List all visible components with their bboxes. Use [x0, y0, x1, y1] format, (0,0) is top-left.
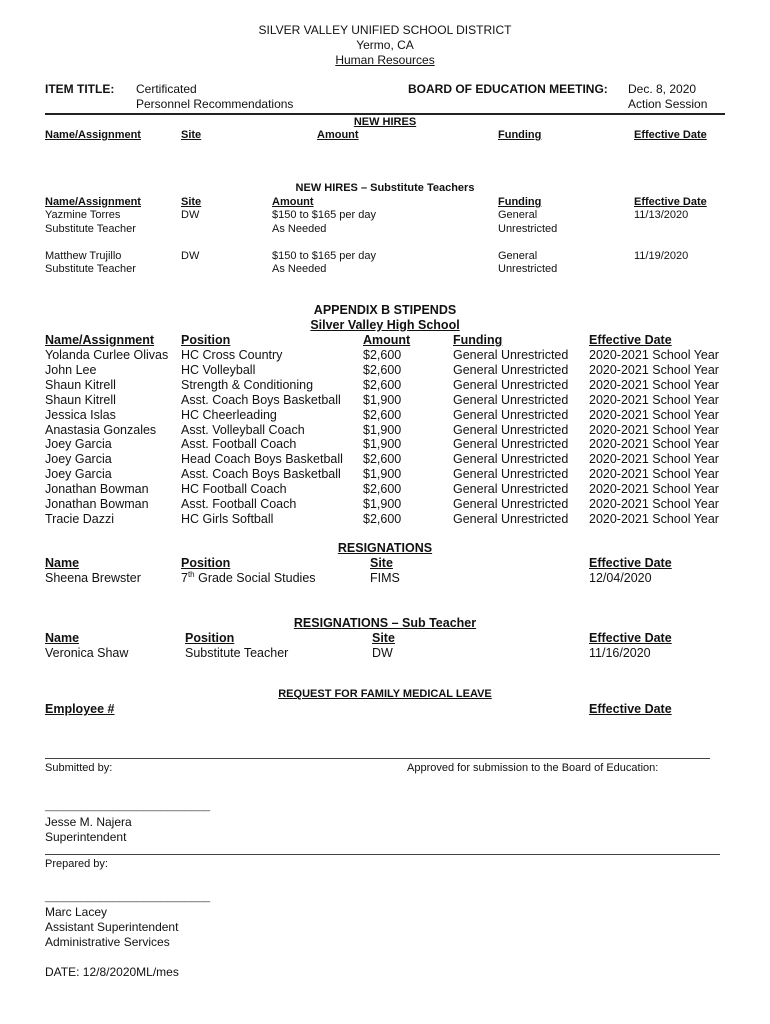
effective-date: 2020-2021 School Year [589, 348, 719, 362]
district-city: Yermo, CA [356, 38, 414, 52]
position-grade-suffix: th [187, 569, 195, 579]
funding-source: General Unrestricted [453, 482, 569, 497]
employee-name: Matthew Trujillo [45, 250, 122, 262]
divider-line [45, 758, 710, 759]
effective-date: 2020-2021 School Year [589, 511, 719, 526]
stipend-amount: $1,900 [363, 497, 402, 511]
employee-assignment: Substitute Teacher [45, 223, 136, 235]
employee-effective-date: 11/16/2020 [589, 646, 651, 660]
employee-amount-note: As Needed [272, 263, 327, 275]
employee-position: Asst. Coach Boys Basketball [181, 467, 341, 482]
employee-name: Tracie Dazzi [45, 511, 114, 526]
resignations-col-date: Effective Date [589, 556, 672, 570]
resignations-col-position: Position [181, 556, 231, 570]
stipends-col-amount: Amount [363, 333, 411, 347]
employee-position: Substitute Teacher [185, 646, 289, 660]
employee-name: Veronica Shaw [45, 646, 129, 660]
employee-effective-date: 11/13/2020 [634, 209, 689, 221]
effective-date: 2020-2021 School Year [589, 452, 719, 467]
employee-assignment: Substitute Teacher [45, 263, 136, 275]
new-hires-col-date: Effective Date [634, 129, 707, 141]
effective-date: 2020-2021 School Year [589, 437, 719, 452]
stipends-col-name: Name/Assignment [45, 333, 155, 347]
sub-hires-col-funding: Funding [498, 196, 542, 208]
new-hires-col-site: Site [181, 129, 202, 141]
resignations-col-site: Site [370, 556, 393, 570]
item-title-line1: Certificated [136, 82, 197, 96]
funding-source: General Unrestricted [453, 377, 569, 392]
signer-name: Jesse M. Najera [45, 815, 132, 829]
sub-hires-col-date: Effective Date [634, 196, 707, 208]
stipend-amount: $1,900 [363, 422, 402, 437]
sub-hires-col-site: Site [181, 196, 202, 208]
document-date: DATE: 12/8/2020ML/mes [45, 965, 179, 979]
employee-name: Sheena Brewster [45, 571, 141, 585]
resign-sub-col-site: Site [372, 631, 395, 645]
employee-position: Asst. Football Coach [181, 437, 297, 452]
employee-name: Yazmine Torres [45, 209, 121, 221]
resignations-heading: RESIGNATIONS [337, 541, 433, 555]
employee-funding-type: Unrestricted [498, 223, 558, 235]
effective-date: 2020-2021 School Year [589, 467, 719, 482]
effective-date: 2020-2021 School Year [589, 497, 719, 511]
stipend-amount: $2,600 [363, 407, 402, 422]
employee-name: Joey Garcia [45, 437, 112, 452]
new-hires-heading: NEW HIRES [353, 116, 417, 128]
funding-source: General Unrestricted [453, 467, 569, 482]
resign-sub-col-name: Name [45, 631, 80, 645]
employee-name: Shaun Kitrell [45, 377, 116, 392]
employee-funding-type: Unrestricted [498, 263, 558, 275]
sub-hires-heading: NEW HIRES – Substitute Teachers [295, 182, 475, 194]
header-rule [45, 113, 725, 115]
funding-source: General Unrestricted [453, 422, 569, 437]
employee-position: HC Volleyball [181, 362, 256, 377]
funding-source: General Unrestricted [453, 392, 569, 407]
employee-name: Jessica Islas [45, 407, 116, 422]
meeting-date: Dec. 8, 2020 [628, 82, 697, 96]
employee-name: Shaun Kitrell [45, 392, 116, 407]
employee-name: Anastasia Gonzales [45, 422, 157, 437]
stipend-amount: $1,900 [363, 392, 402, 407]
employee-name: Joey Garcia [45, 452, 112, 467]
funding-source: General Unrestricted [453, 511, 569, 526]
resign-sub-heading: RESIGNATIONS – Sub Teacher [293, 616, 477, 630]
employee-effective-date: 11/19/2020 [634, 250, 689, 262]
resign-sub-col-date: Effective Date [589, 631, 672, 645]
stipend-amount: $2,600 [363, 362, 402, 377]
funding-source: General Unrestricted [453, 348, 569, 362]
stipends-col-position: Position [181, 333, 231, 347]
fmla-col-employee: Employee # [45, 702, 115, 716]
employee-effective-date: 12/04/2020 [589, 571, 652, 585]
resign-sub-col-position: Position [185, 631, 235, 645]
employee-amount: $150 to $165 per day [272, 250, 376, 262]
employee-amount-note: As Needed [272, 223, 327, 235]
employee-site: DW [181, 209, 200, 221]
employee-position [181, 571, 316, 585]
signer-department: Administrative Services [45, 935, 170, 949]
effective-date: 2020-2021 School Year [589, 407, 719, 422]
stipend-amount: $2,600 [363, 377, 402, 392]
employee-site: DW [181, 250, 200, 262]
employee-name: Joey Garcia [45, 467, 112, 482]
signer-title: Superintendent [45, 830, 127, 844]
employee-name: John Lee [45, 362, 97, 377]
prepared-by-label: Prepared by: [45, 858, 108, 870]
employee-amount: $150 to $165 per day [272, 209, 376, 221]
stipends-heading: APPENDIX B STIPENDS [313, 303, 457, 317]
divider-line [45, 854, 720, 855]
resignations-col-name: Name [45, 556, 80, 570]
employee-position: HC Football Coach [181, 482, 287, 497]
stipend-amount: $2,600 [363, 482, 402, 497]
signer-title: Assistant Superintendent [45, 920, 179, 934]
employee-funding: General [498, 209, 538, 221]
funding-source: General Unrestricted [453, 437, 569, 452]
stipends-col-date: Effective Date [589, 333, 672, 347]
employee-site: DW [372, 646, 393, 660]
signature-line: ___________________________ [45, 891, 211, 903]
employee-position: HC Girls Softball [181, 511, 274, 526]
employee-name: Jonathan Bowman [45, 482, 149, 497]
funding-source: General Unrestricted [453, 362, 569, 377]
sub-hires-col-amount: Amount [272, 196, 314, 208]
employee-position: HC Cheerleading [181, 407, 277, 422]
new-hires-col-funding: Funding [498, 129, 542, 141]
fmla-col-date: Effective Date [589, 702, 672, 716]
employee-position: Asst. Football Coach [181, 497, 297, 511]
employee-position: Strength & Conditioning [181, 377, 314, 392]
stipend-amount: $2,600 [363, 452, 402, 467]
stipend-amount: $2,600 [363, 348, 402, 362]
funding-source: General Unrestricted [453, 497, 569, 511]
funding-source: General Unrestricted [453, 407, 569, 422]
employee-position: Asst. Volleyball Coach [181, 422, 305, 437]
fmla-heading: REQUEST FOR FAMILY MEDICAL LEAVE [278, 688, 492, 700]
effective-date: 2020-2021 School Year [589, 362, 719, 377]
stipend-amount: $2,600 [363, 511, 402, 526]
effective-date: 2020-2021 School Year [589, 392, 719, 407]
item-title-line2: Personnel Recommendations [136, 97, 294, 111]
employee-name: Jonathan Bowman [45, 497, 149, 511]
item-title-label: ITEM TITLE: [45, 82, 115, 96]
stipend-amount: $1,900 [363, 437, 402, 452]
effective-date: 2020-2021 School Year [589, 422, 719, 437]
stipend-amount: $1,900 [363, 467, 402, 482]
employee-position: HC Cross Country [181, 348, 283, 362]
employee-site: FIMS [370, 571, 400, 585]
submitted-by-label: Submitted by: [45, 762, 113, 774]
department: Human Resources [335, 53, 435, 67]
employee-name: Yolanda Curlee Olivas [45, 348, 169, 362]
new-hires-col-name: Name/Assignment [45, 129, 141, 141]
employee-position: Head Coach Boys Basketball [181, 452, 343, 467]
funding-source: General Unrestricted [453, 452, 569, 467]
position-grade-subject: Grade Social Studies [194, 571, 316, 585]
stipends-school: Silver Valley High School [310, 318, 460, 332]
new-hires-col-amount: Amount [317, 129, 359, 141]
meeting-type: Action Session [628, 97, 708, 111]
effective-date: 2020-2021 School Year [589, 482, 719, 497]
meeting-label: BOARD OF EDUCATION MEETING: [408, 82, 608, 96]
sub-hires-col-name: Name/Assignment [45, 196, 141, 208]
district-name: SILVER VALLEY UNIFIED SCHOOL DISTRICT [258, 23, 512, 37]
position-grade-number: 7 [181, 571, 188, 585]
stipends-col-funding: Funding [453, 333, 503, 347]
signature-line: ___________________________ [45, 800, 211, 812]
approval-statement: Approved for submission to the Board of Education: [407, 762, 659, 774]
signer-name: Marc Lacey [45, 905, 108, 919]
employee-position: Asst. Coach Boys Basketball [181, 392, 341, 407]
effective-date: 2020-2021 School Year [589, 377, 719, 392]
employee-funding: General [498, 250, 538, 262]
